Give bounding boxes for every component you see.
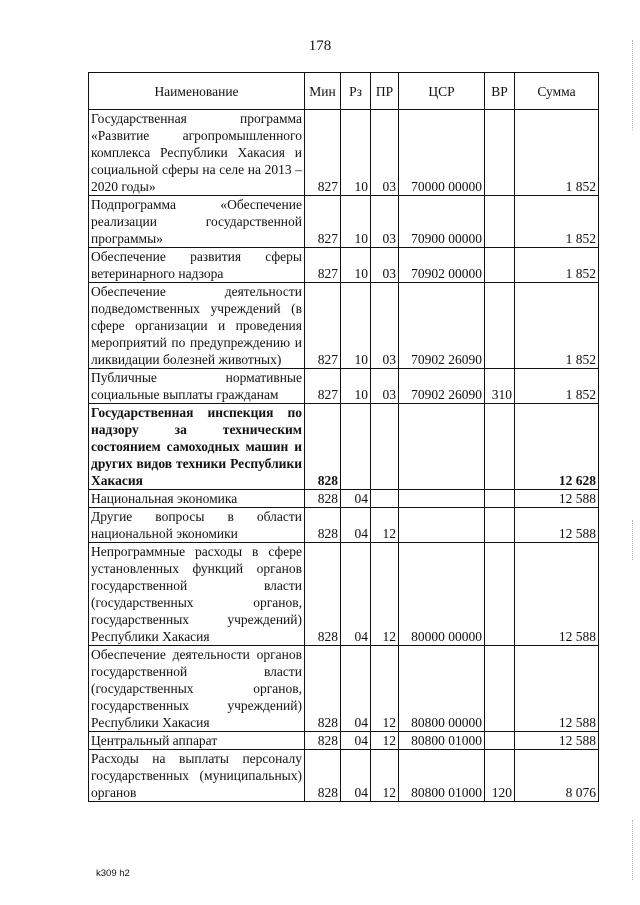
cell-vr xyxy=(485,543,515,646)
cell-sum: 1 852 xyxy=(515,196,599,248)
header-vr: ВР xyxy=(485,73,515,110)
cell-csr: 70902 00000 xyxy=(399,248,485,283)
table-row xyxy=(89,196,599,248)
cell-vr xyxy=(485,404,515,490)
cell-vr xyxy=(485,646,515,732)
cell-min: 828 xyxy=(305,750,341,802)
cell-min: 828 xyxy=(305,490,341,508)
cell-sum: 1 852 xyxy=(515,110,599,196)
cell-rz: 04 xyxy=(341,750,371,802)
cell-pr: 12 xyxy=(371,543,399,646)
cell-pr: 03 xyxy=(371,283,399,369)
cell-min: 828 xyxy=(305,732,341,750)
cell-sum: 12 588 xyxy=(515,508,599,543)
table-row xyxy=(89,404,599,490)
cell-csr xyxy=(399,404,485,490)
table-row xyxy=(89,646,599,732)
cell-sum: 8 076 xyxy=(515,750,599,802)
scan-edge-mark xyxy=(632,820,634,880)
cell-min: 828 xyxy=(305,404,341,490)
cell-vr: 310 xyxy=(485,369,515,404)
cell-sum: 12 588 xyxy=(515,543,599,646)
cell-sum: 1 852 xyxy=(515,283,599,369)
cell-pr: 03 xyxy=(371,110,399,196)
table-row xyxy=(89,110,599,196)
cell-sum: 12 588 xyxy=(515,490,599,508)
cell-name: Национальная экономика xyxy=(89,490,305,508)
cell-vr xyxy=(485,490,515,508)
cell-csr: 80800 01000 xyxy=(399,732,485,750)
scan-edge-mark xyxy=(632,40,634,130)
cell-min: 827 xyxy=(305,283,341,369)
cell-sum: 12 588 xyxy=(515,732,599,750)
cell-rz: 10 xyxy=(341,369,371,404)
cell-name: Государственная инспекция по надзору за техническим состоянием самоходных машин и других видов техники Республики Хакасия xyxy=(89,404,305,490)
cell-name: Непрограммные расходы в сфере установленных функций органов государственной власти (государственных органов, государственных учреждений) Республики Хакасия xyxy=(89,543,305,646)
cell-min: 828 xyxy=(305,646,341,732)
budget-table xyxy=(88,72,599,802)
header-csr: ЦСР xyxy=(399,73,485,110)
cell-csr: 70900 00000 xyxy=(399,196,485,248)
header-min: Мин xyxy=(305,73,341,110)
cell-min: 827 xyxy=(305,196,341,248)
cell-name: Другие вопросы в области национальной экономики xyxy=(89,508,305,543)
cell-rz: 04 xyxy=(341,732,371,750)
cell-name: Публичные нормативные социальные выплаты гражданам xyxy=(89,369,305,404)
cell-pr: 03 xyxy=(371,248,399,283)
cell-name: Обеспечение развития сферы ветеринарного надзора xyxy=(89,248,305,283)
cell-vr xyxy=(485,508,515,543)
header-sum: Сумма xyxy=(515,73,599,110)
cell-csr: 80800 00000 xyxy=(399,646,485,732)
cell-rz xyxy=(341,404,371,490)
cell-name: Обеспечение деятельности органов государственной власти (государственных органов, государственных учреждений) Республики Хакасия xyxy=(89,646,305,732)
cell-rz: 10 xyxy=(341,196,371,248)
scan-edge-mark xyxy=(632,520,634,560)
cell-name: Центральный аппарат xyxy=(89,732,305,750)
cell-pr: 03 xyxy=(371,196,399,248)
cell-rz: 10 xyxy=(341,248,371,283)
table-row xyxy=(89,490,599,508)
table-row xyxy=(89,369,599,404)
cell-min: 828 xyxy=(305,508,341,543)
cell-name: Расходы на выплаты персоналу государственных (муниципальных) органов xyxy=(89,750,305,802)
footer-code: k309 h2 xyxy=(96,868,130,879)
table-row xyxy=(89,508,599,543)
cell-sum: 1 852 xyxy=(515,248,599,283)
cell-rz: 04 xyxy=(341,508,371,543)
cell-pr xyxy=(371,490,399,508)
cell-csr: 80000 00000 xyxy=(399,543,485,646)
cell-min: 827 xyxy=(305,248,341,283)
header-name: Наименование xyxy=(89,73,305,110)
cell-csr: 70902 26090 xyxy=(399,283,485,369)
cell-sum: 12 588 xyxy=(515,646,599,732)
cell-name: Подпрограмма «Обеспечение реализации государственной программы» xyxy=(89,196,305,248)
cell-rz: 04 xyxy=(341,490,371,508)
cell-vr xyxy=(485,732,515,750)
header-pr: ПР xyxy=(371,73,399,110)
cell-rz: 10 xyxy=(341,283,371,369)
cell-csr xyxy=(399,508,485,543)
cell-sum: 12 628 xyxy=(515,404,599,490)
table-row xyxy=(89,750,599,802)
cell-csr: 80800 01000 xyxy=(399,750,485,802)
cell-name: Государственная программа «Развитие агропромышленного комплекса Республики Хакасия и социальной сферы на селе на 2013 – 2020 годы» xyxy=(89,110,305,196)
cell-rz: 10 xyxy=(341,110,371,196)
cell-rz: 04 xyxy=(341,646,371,732)
page-number: 178 xyxy=(308,38,332,54)
table-row xyxy=(89,283,599,369)
cell-vr xyxy=(485,283,515,369)
cell-vr xyxy=(485,248,515,283)
cell-pr xyxy=(371,404,399,490)
cell-vr xyxy=(485,110,515,196)
cell-pr: 12 xyxy=(371,750,399,802)
cell-csr: 70902 26090 xyxy=(399,369,485,404)
cell-pr: 12 xyxy=(371,508,399,543)
cell-vr xyxy=(485,196,515,248)
cell-name: Обеспечение деятельности подведомственных учреждений (в сфере организации и проведения мероприятий по предупреждению и ликвидации болезней животных) xyxy=(89,283,305,369)
table-row xyxy=(89,248,599,283)
cell-csr: 70000 00000 xyxy=(399,110,485,196)
cell-min: 827 xyxy=(305,369,341,404)
cell-csr xyxy=(399,490,485,508)
table-body xyxy=(89,110,599,802)
cell-rz: 04 xyxy=(341,543,371,646)
cell-pr: 12 xyxy=(371,732,399,750)
table-header-row xyxy=(89,73,599,110)
cell-pr: 12 xyxy=(371,646,399,732)
cell-pr: 03 xyxy=(371,369,399,404)
table-row xyxy=(89,543,599,646)
cell-sum: 1 852 xyxy=(515,369,599,404)
table-row xyxy=(89,732,599,750)
cell-min: 827 xyxy=(305,110,341,196)
header-rz: Рз xyxy=(341,73,371,110)
cell-vr: 120 xyxy=(485,750,515,802)
cell-min: 828 xyxy=(305,543,341,646)
